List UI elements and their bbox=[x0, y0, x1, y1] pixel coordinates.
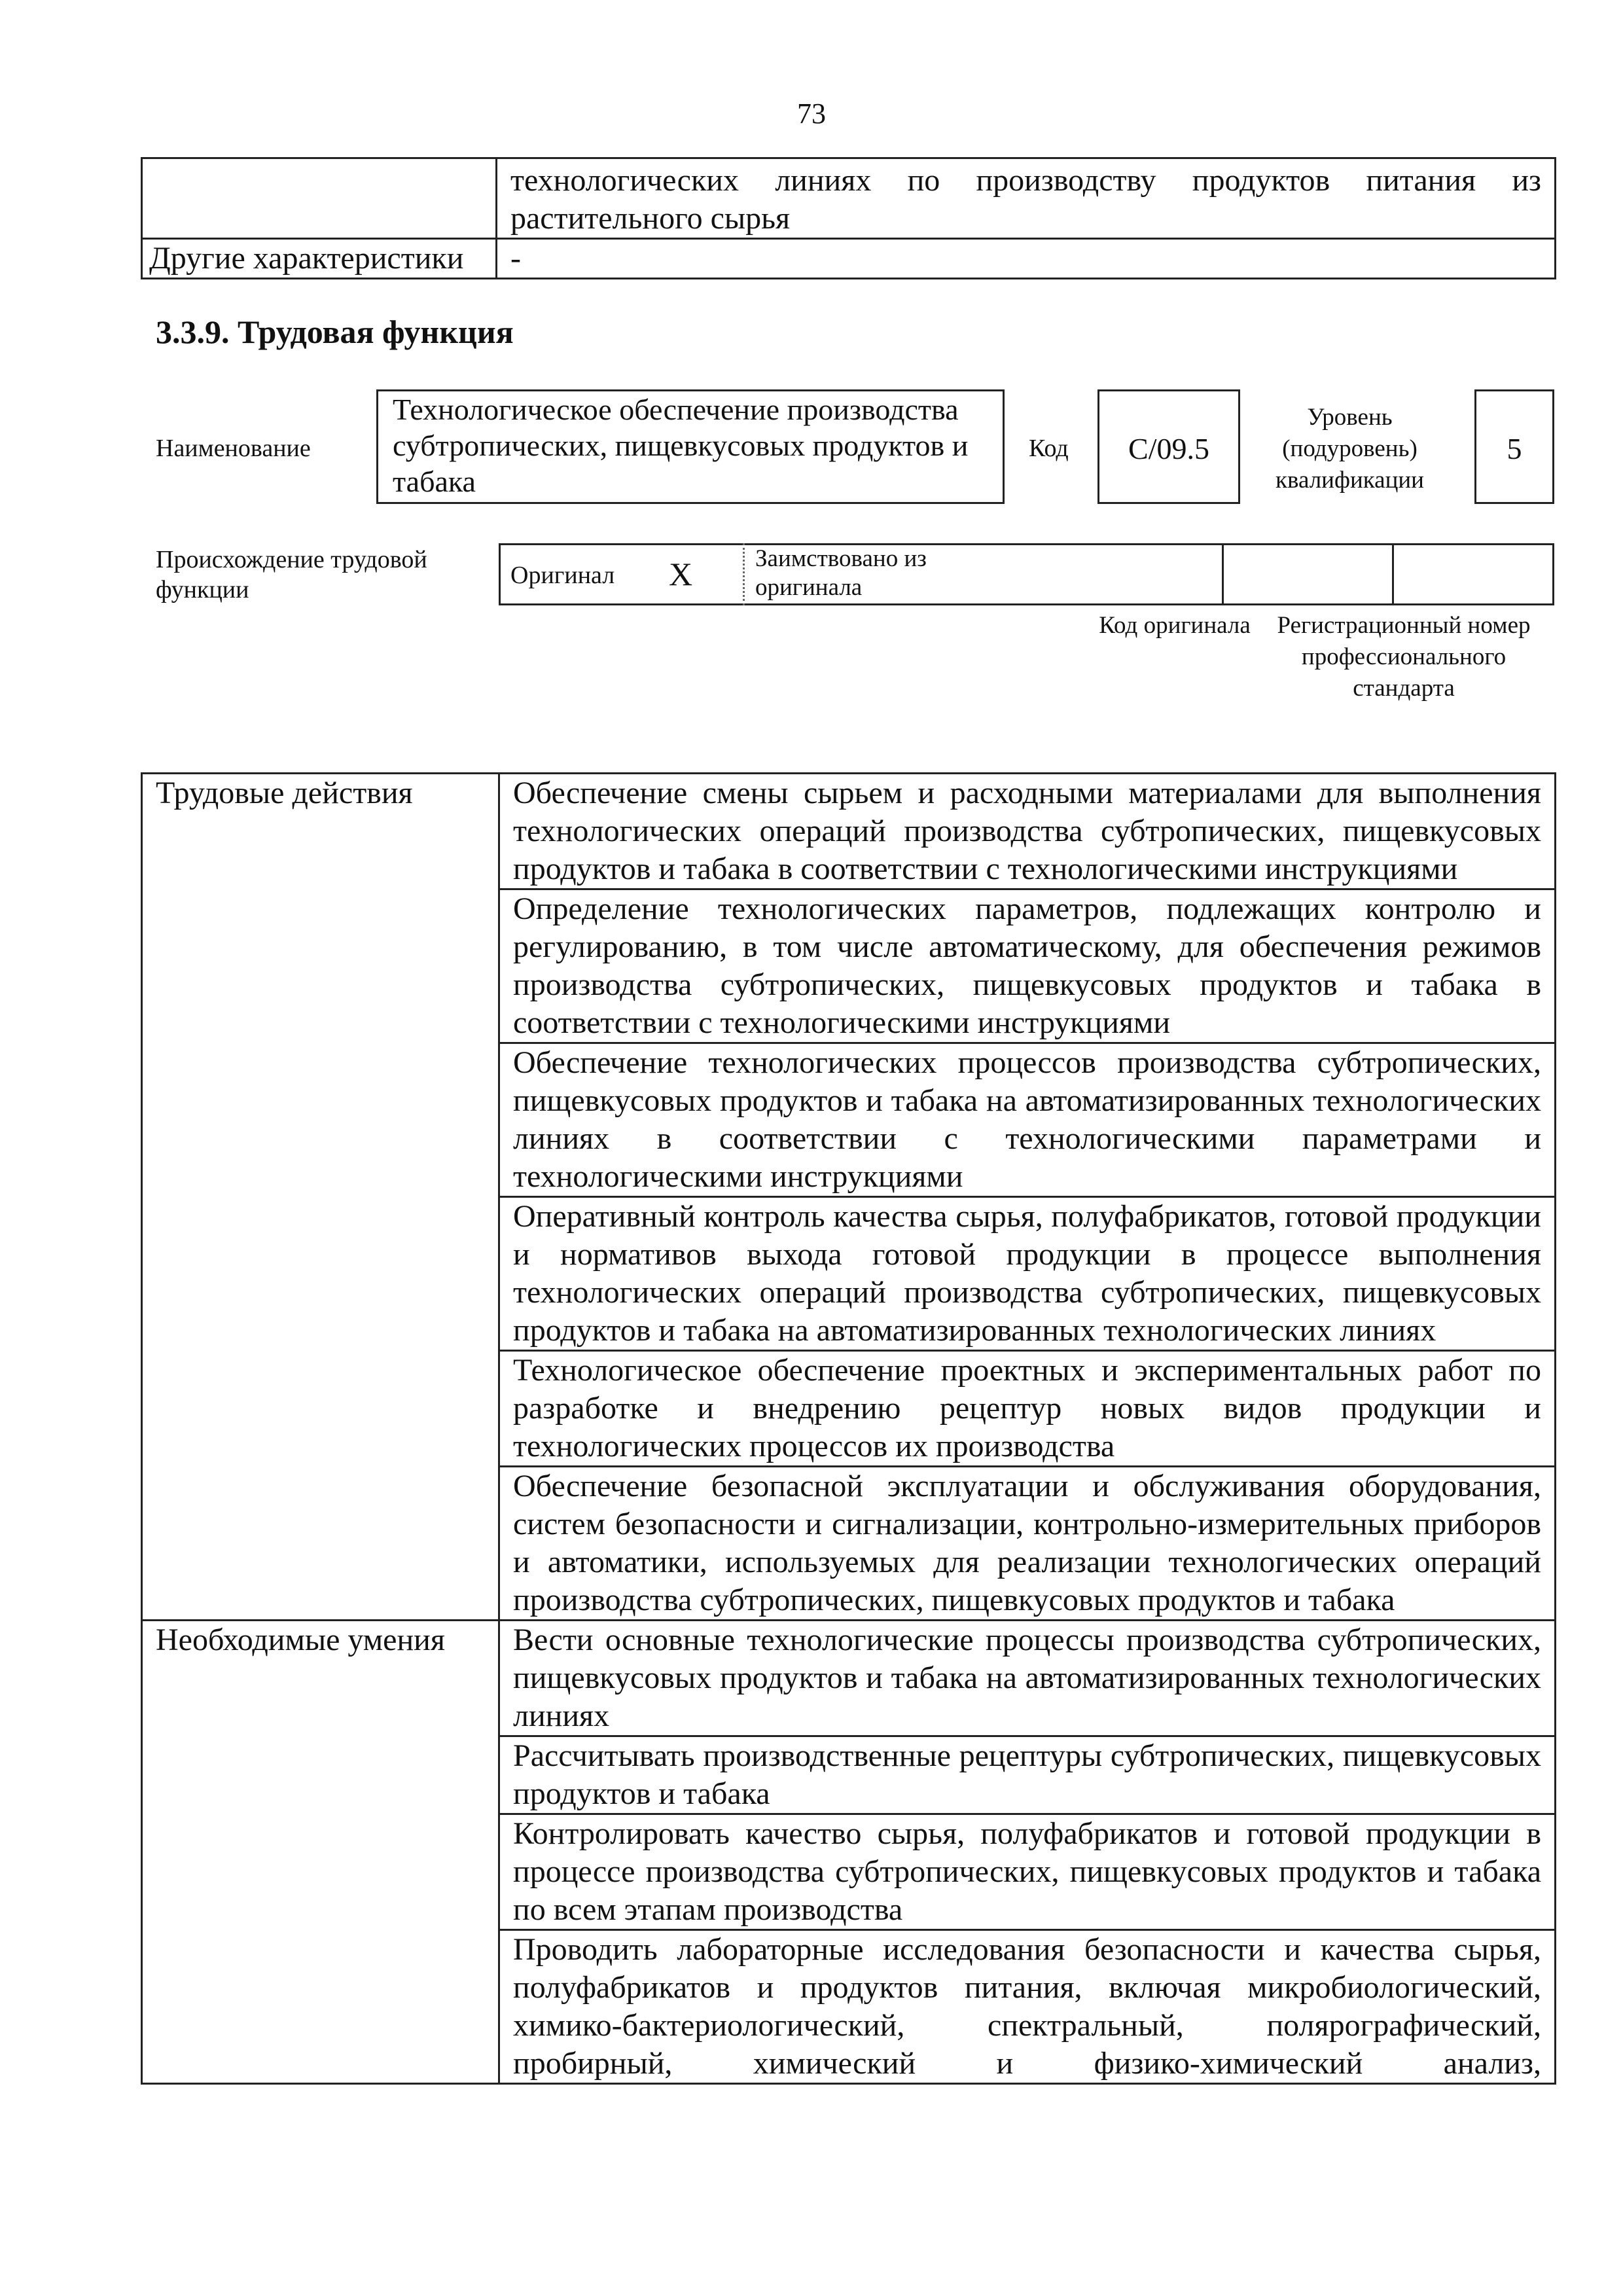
other-characteristics-value: - bbox=[497, 239, 1556, 279]
action-item: Технологическое обеспечение проектных и экспериментальных работ по разработке и внедрению рецептур новых видов продукции и технологических процессов их производства bbox=[499, 1351, 1556, 1467]
origin-top-border bbox=[499, 543, 1554, 545]
actions-label: Трудовые действия bbox=[142, 774, 499, 1621]
table-row bbox=[142, 774, 1556, 889]
original-label: Оригинал bbox=[510, 562, 615, 589]
page-number: 73 bbox=[797, 98, 826, 130]
action-item: Обеспечение технологических процессов производства субтропических, пищевкусовых продуктов и табака на автоматизированных технологических линиях в соответствии с технологическими параметрами и технологическими инструкциями bbox=[499, 1043, 1556, 1197]
top-table bbox=[141, 157, 1556, 279]
code-box bbox=[1097, 389, 1240, 504]
action-item: Обеспечение смены сырьем и расходными материалами для выполнения технологических операций производства субтропических, пищевкусовых продуктов и табака в соответствии с технологическими инструкциями bbox=[499, 774, 1556, 889]
continuation-text: технологических линиях по производству продуктов питания из растительного сырья bbox=[497, 158, 1556, 239]
origin-bottom-border bbox=[499, 603, 1554, 605]
code-label: Код bbox=[1029, 435, 1069, 462]
action-item: Оперативный контроль качества сырья, полуфабрикатов, готовой продукции и нормативов выхода готовой продукции в процессе выполнения технологических операций производства субтропических, пищевкусовых продуктов и табака на автоматизированных технологических линиях bbox=[499, 1197, 1556, 1351]
action-item: Обеспечение безопасной эксплуатации и обслуживания оборудования, систем безопасности и сигнализации, контрольно-измерительных приборов и автоматики, используемых для реализации технологических операций производства субтропических, пищевкусовых продуктов и табака bbox=[499, 1467, 1556, 1621]
empty-cell bbox=[142, 158, 497, 239]
level-box bbox=[1474, 389, 1554, 504]
level-label: Уровень (подуровень) квалификации bbox=[1275, 404, 1424, 493]
skill-item: Контролировать качество сырья, полуфабрикатов и готовой продукции в процессе производства субтропических, пищевкусовых продуктов и табака по всем этапам производства bbox=[499, 1814, 1556, 1930]
action-item: Определение технологических параметров, подлежащих контролю и регулированию, в том числе автоматическому, для обеспечения режимов производства субтропических, пищевкусовых продуктов и табака в соответствии с технологическими инструкциями bbox=[499, 889, 1556, 1043]
skill-item: Рассчитывать производственные рецептуры субтропических, пищевкусовых продуктов и табака bbox=[499, 1736, 1556, 1814]
registration-number-caption: Регистрационный номер профессионального стандарта bbox=[1277, 612, 1531, 702]
function-name-box bbox=[376, 389, 1005, 504]
function-name-value: Технологическое обеспечение производства субтропических, пищевкусовых продуктов и табака bbox=[393, 393, 969, 498]
table-row bbox=[142, 239, 1556, 279]
name-label: Наименование bbox=[156, 435, 311, 462]
level-value: 5 bbox=[1507, 432, 1522, 465]
origin-right-border bbox=[1552, 543, 1554, 605]
skills-label: Необходимые умения bbox=[142, 1621, 499, 2084]
code-original-caption: Код оригинала bbox=[1099, 612, 1251, 639]
table-row bbox=[142, 1621, 1556, 1736]
origin-left-border bbox=[499, 543, 501, 605]
origin-divider-1 bbox=[743, 543, 745, 605]
skill-item: Вести основные технологические процессы производства субтропических, пищевкусовых продуктов и табака на автоматизированных технологических линиях bbox=[499, 1621, 1556, 1736]
original-mark: X bbox=[669, 556, 693, 592]
borrowed-label: Заимствовано из оригинала bbox=[755, 545, 927, 601]
table-row bbox=[142, 158, 1556, 239]
origin-label: Происхождение трудовой функции bbox=[156, 546, 427, 603]
section-title: 3.3.9. Трудовая функция bbox=[156, 314, 514, 350]
code-value: C/09.5 bbox=[1128, 432, 1209, 465]
main-table bbox=[141, 772, 1556, 2085]
origin-divider-2 bbox=[1222, 543, 1224, 605]
origin-row bbox=[499, 543, 1554, 607]
origin-divider-3 bbox=[1392, 543, 1394, 605]
other-characteristics-label: Другие характеристики bbox=[142, 239, 497, 279]
skill-item: Проводить лабораторные исследования безопасности и качества сырья, полуфабрикатов и продуктов питания, включая микробиологический, химико-бактериологический, спектральный, полярографический, пробирный, химический и физико-химический анализ, bbox=[499, 1930, 1556, 2084]
